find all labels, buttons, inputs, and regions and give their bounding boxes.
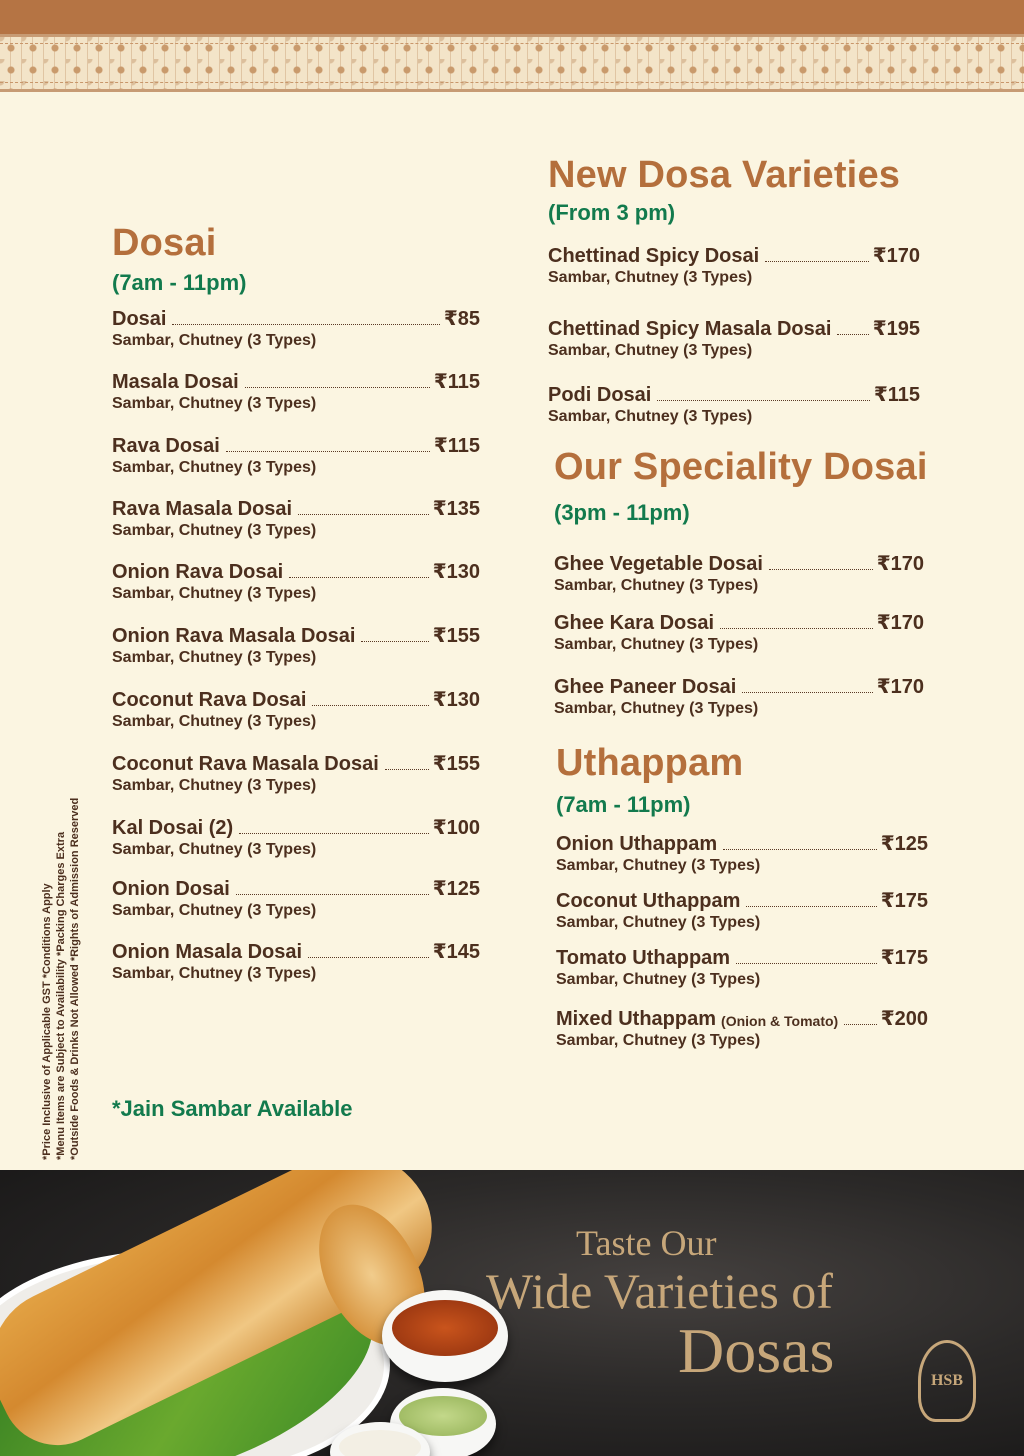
menu-item-price: ₹170: [876, 612, 924, 634]
menu-item-price: ₹85: [443, 308, 480, 330]
menu-item-description: Sambar, Chutney (3 Types): [112, 585, 317, 602]
menu-item-row: [112, 430, 480, 458]
dotted-leader: [236, 894, 429, 895]
menu-item-price: ₹175: [880, 890, 928, 912]
section-title-new-dosa: New Dosa Varieties: [548, 154, 901, 196]
menu-item: [112, 620, 480, 667]
menu-item-name: Rava Masala Dosai: [112, 498, 293, 520]
menu-item-description: Sambar, Chutney (3 Types): [112, 841, 317, 858]
menu-item: [112, 430, 480, 477]
menu-item-name: Coconut Rava Masala Dosai: [112, 753, 379, 775]
menu-item-row: [112, 812, 480, 840]
dotted-leader: [361, 641, 428, 642]
menu-item: [112, 812, 480, 859]
menu-item-note: (Onion & Tomato): [721, 1013, 839, 1029]
dotted-leader: [736, 963, 877, 964]
menu-item-price: ₹115: [433, 435, 480, 457]
menu-item: [548, 240, 920, 287]
menu-item-row: [112, 684, 480, 712]
menu-item-row: [556, 885, 928, 913]
menu-item-name: Rava Dosai: [112, 435, 220, 457]
menu-item-row: [554, 671, 924, 699]
menu-item-name: Mixed Uthappam: [556, 1008, 717, 1030]
menu-item-row: [554, 607, 924, 635]
menu-item: [554, 671, 924, 718]
menu-item-name: Onion Rava Masala Dosai: [112, 625, 356, 647]
menu-item-description: Sambar, Chutney (3 Types): [556, 1032, 761, 1049]
menu-item-description: Sambar, Chutney (3 Types): [112, 395, 317, 412]
dotted-leader: [172, 324, 439, 325]
disclaimer-line: *Price Inclusive of Applicable GST *Conditions Apply: [41, 883, 53, 1160]
section-time-dosai: (7am - 11pm): [112, 270, 247, 295]
dotted-leader: [769, 569, 873, 570]
menu-item-description: Sambar, Chutney (3 Types): [112, 459, 317, 476]
section-title-speciality: Our Speciality Dosai: [554, 446, 928, 488]
menu-item-name: Onion Rava Dosai: [112, 561, 284, 583]
menu-item-row: [548, 240, 920, 268]
menu-item-row: [112, 748, 480, 776]
menu-item-row: [112, 873, 480, 901]
section-title-uthappam: Uthappam: [556, 742, 744, 784]
menu-item: [548, 379, 920, 426]
section-time-uthappam: (7am - 11pm): [556, 792, 691, 817]
menu-item: [112, 303, 480, 350]
menu-item-description: Sambar, Chutney (3 Types): [112, 777, 317, 794]
menu-item: [112, 748, 480, 795]
menu-item-description: Sambar, Chutney (3 Types): [112, 713, 317, 730]
dotted-leader: [245, 387, 430, 388]
menu-item-name: Ghee Kara Dosai: [554, 612, 715, 634]
menu-item-row: [112, 493, 480, 521]
menu-item-name: Chettinad Spicy Masala Dosai: [548, 318, 832, 340]
hsb-logo: HSB: [918, 1340, 976, 1422]
menu-item-price: ₹200: [880, 1008, 928, 1030]
dotted-leader: [308, 957, 429, 958]
dotted-leader: [289, 577, 429, 578]
menu-item: [556, 942, 928, 989]
menu-item-row: [548, 379, 920, 407]
menu-item-price: ₹135: [432, 498, 480, 520]
menu-item-description: Sambar, Chutney (3 Types): [112, 649, 317, 666]
menu-item-description: Sambar, Chutney (3 Types): [112, 902, 317, 919]
menu-item-row: [112, 620, 480, 648]
dotted-leader: [837, 334, 868, 335]
menu-item-price: ₹130: [432, 689, 480, 711]
ornamental-border: [0, 34, 1024, 92]
menu-item-description: Sambar, Chutney (3 Types): [556, 971, 761, 988]
menu-item-row: [556, 1003, 928, 1031]
menu-item-price: ₹115: [873, 384, 920, 406]
menu-item-price: ₹155: [432, 625, 480, 647]
menu-item-row: [556, 942, 928, 970]
banner-line-3: Dosas: [678, 1315, 835, 1386]
dotted-leader: [723, 849, 877, 850]
menu-item-description: Sambar, Chutney (3 Types): [554, 636, 759, 653]
menu-item: [556, 828, 928, 875]
menu-item: [554, 607, 924, 654]
menu-item-row: [112, 303, 480, 331]
menu-item-price: ₹125: [432, 878, 480, 900]
menu-item-name: Chettinad Spicy Dosai: [548, 245, 760, 267]
menu-item-description: Sambar, Chutney (3 Types): [548, 269, 753, 286]
menu-item-price: ₹170: [876, 553, 924, 575]
section-time-new-dosa: (From 3 pm): [548, 200, 676, 225]
jain-sambar-note: *Jain Sambar Available: [112, 1096, 353, 1121]
section-title-dosai: Dosai: [112, 222, 217, 264]
top-color-band: [0, 0, 1024, 34]
banner-line-1: Taste Our: [576, 1223, 717, 1263]
section-time-speciality: (3pm - 11pm): [554, 500, 690, 525]
menu-item-row: [554, 548, 924, 576]
menu-item-description: Sambar, Chutney (3 Types): [554, 700, 759, 717]
menu-item-row: [112, 936, 480, 964]
menu-item-name: Ghee Vegetable Dosai: [554, 553, 763, 575]
menu-item-description: Sambar, Chutney (3 Types): [548, 342, 753, 359]
disclaimer-line: *Menu Items are Subject to Availability *Packing Charges Extra: [55, 831, 67, 1160]
menu-item-price: ₹130: [432, 561, 480, 583]
menu-item-name: Podi Dosai: [548, 384, 652, 406]
dotted-leader: [844, 1024, 877, 1025]
menu-item-price: ₹145: [432, 941, 480, 963]
dotted-leader: [385, 769, 429, 770]
menu-item-description: Sambar, Chutney (3 Types): [548, 408, 753, 425]
menu-item-name: Coconut Uthappam: [556, 890, 741, 912]
menu-item-description: Sambar, Chutney (3 Types): [554, 577, 759, 594]
dotted-leader: [742, 692, 872, 693]
banner-line-2: Wide Varieties of: [486, 1263, 833, 1319]
menu-item-name: Tomato Uthappam: [556, 947, 731, 969]
disclaimer-line: *Outside Foods & Drinks Not Allowed *Rights of Admission Reserved: [69, 797, 81, 1160]
menu-item-description: Sambar, Chutney (3 Types): [112, 332, 317, 349]
menu-item-price: ₹170: [876, 676, 924, 698]
menu-item-row: [112, 556, 480, 584]
menu-item-price: ₹195: [872, 318, 920, 340]
menu-item-name: Onion Dosai: [112, 878, 230, 900]
menu-item-price: ₹170: [872, 245, 920, 267]
menu-item-description: Sambar, Chutney (3 Types): [556, 914, 761, 931]
menu-item-name: Kal Dosai (2): [112, 817, 234, 839]
menu-item: [548, 313, 920, 360]
menu-item-price: ₹115: [433, 371, 480, 393]
menu-item-price: ₹175: [880, 947, 928, 969]
menu-item-row: [556, 828, 928, 856]
menu-item: [556, 1003, 928, 1050]
menu-item: [112, 936, 480, 983]
menu-item-name: Ghee Paneer Dosai: [554, 676, 737, 698]
menu-item-price: ₹100: [432, 817, 480, 839]
menu-item-description: Sambar, Chutney (3 Types): [112, 522, 317, 539]
menu-item-description: Sambar, Chutney (3 Types): [112, 965, 317, 982]
menu-item-price: ₹155: [432, 753, 480, 775]
menu-item-description: Sambar, Chutney (3 Types): [556, 857, 761, 874]
menu-item-name: Dosai: [112, 308, 167, 330]
dotted-leader: [312, 705, 428, 706]
dotted-leader: [720, 628, 873, 629]
menu-item-row: [112, 366, 480, 394]
dotted-leader: [298, 514, 429, 515]
menu-item: [112, 556, 480, 603]
menu-item: [554, 548, 924, 595]
menu-item: [112, 366, 480, 413]
menu-item-name: Masala Dosai: [112, 371, 239, 393]
menu-item-row: [548, 313, 920, 341]
menu-item-name: Coconut Rava Dosai: [112, 689, 307, 711]
menu-item-name: Onion Uthappam: [556, 833, 718, 855]
menu-item-name: Onion Masala Dosai: [112, 941, 303, 963]
dotted-leader: [765, 261, 869, 262]
menu-item: [112, 493, 480, 540]
disclaimer: [40, 780, 82, 1160]
promo-banner: [0, 1170, 1024, 1456]
menu-item: [556, 885, 928, 932]
menu-item-price: ₹125: [880, 833, 928, 855]
dotted-leader: [239, 833, 429, 834]
dotted-leader: [226, 451, 430, 452]
dotted-leader: [746, 906, 876, 907]
menu-item: [112, 873, 480, 920]
menu-item: [112, 684, 480, 731]
dotted-leader: [657, 400, 869, 401]
